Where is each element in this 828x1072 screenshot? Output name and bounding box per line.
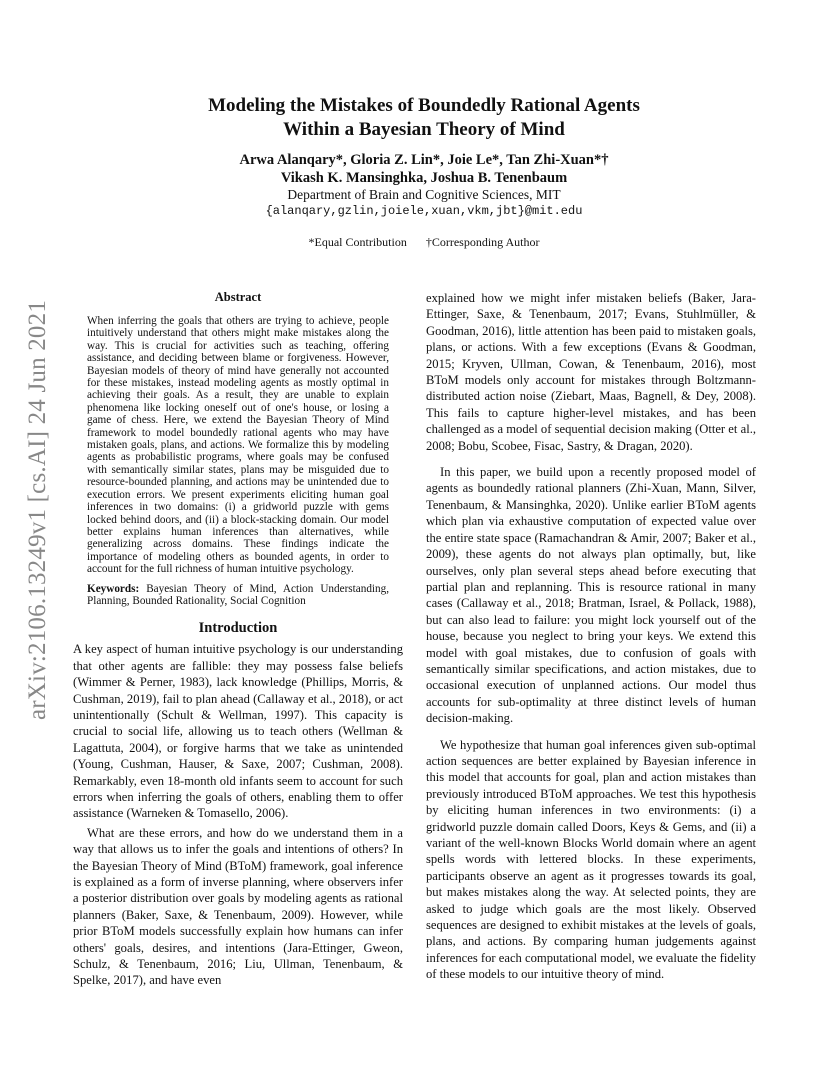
paper-title xyxy=(110,94,738,142)
intro-paragraph-3: explained how we might infer mistaken beliefs (Baker, Jara-Ettinger, Saxe, & Tenenbaum, 2017; Evans, Stuhlmüller, & Goodman, 2016), little attention has been paid to mistaken goals, plans, or actions. With a few exceptions (Evans & Goodman, 2015; Kryven, Ullman, Cowan, & Tenenbaum, 2016), most BToM models only account for mistakes through Boltzmann-distributed action noise (Ziebart, Maas, Bagnell, & Dey, 2008). This fails to capture higher-level mistakes, and has been challenged as a model of sequential decision making (Otter et al., 2008; Bobu, Scobee, Fisac, Sastry, & Dragan, 2020). xyxy=(426,291,756,453)
author-list xyxy=(110,151,738,187)
equal-contribution-note: *Equal Contribution xyxy=(308,235,407,249)
title-line-1: Modeling the Mistakes of Boundedly Rational Agents xyxy=(208,95,640,116)
author-emails: {alanqary,gzlin,joiele,xuan,vkm,jbt}@mit.edu xyxy=(265,204,583,218)
author-notes xyxy=(110,234,738,250)
authors-line-2: Vikash K. Mansinghka, Joshua B. Tenenbaum xyxy=(280,170,568,186)
abstract-heading: Abstract xyxy=(214,290,262,304)
arxiv-identifier-text: arXiv:2106.13249v1 [cs.AI] 24 Jun 2021 xyxy=(24,299,51,721)
introduction-heading: Introduction xyxy=(198,620,278,637)
keywords xyxy=(73,583,403,608)
authors-line-1: Arwa Alanqary*, Gloria Z. Lin*, Joie Le*, Tan Zhi-Xuan*† xyxy=(239,152,609,168)
intro-paragraph-2: What are these errors, and how do we understand them in a way that allows us to infer the goals and intentions of others? In the Bayesian Theory of Mind (BToM) framework, goal inference is explained as a form of inverse planning, where observers infer a posterior distribution over goals by modeling agents as rational planners (Baker, Saxe, & Tenenbaum, 2009). However, while prior BToM models successfully explain how humans can infer others' goals, desires, and intentions (Jara-Ettinger, Gweon, Schulz, & Tenenbaum, 2016; Liu, Ullman, Tenenbaum, & Spelke, 2017), and have even xyxy=(73,825,403,988)
affiliation: Department of Brain and Cognitive Sciences, MIT xyxy=(287,187,561,202)
intro-paragraph-4: In this paper, we build upon a recently proposed model of agents as boundedly rational planners (Zhi-Xuan, Mann, Silver, Tenenbaum, & Mansinghka, 2020). Unlike earlier BToM agents which plan via exhaustive computation of expected value over the entire state space (Ramachandran & Amir, 2007; Baker et al., 2009), these agents do not always plan optimally, but, like ourselves, only plan several steps ahead before executing that partial plan and replanning. This is resource rational in many cases (Callaway et al., 2018; Bratman, Israel, & Pollack, 1988), but can also lead to failure: you might lock yourself out of the house, because you neglect to bring your keys. We extend this model with goal mistakes, due to confusion of goals with semantically similar specifications, and action mistakes, due to occasional execution of unplanned actions. Our model thus accounts for sub-optimality at three distinct levels of human decision-making. xyxy=(426,465,756,726)
intro-paragraph-1: A key aspect of human intuitive psychology is our understanding that other agents are fallible: they may possess false beliefs (Wimmer & Perner, 1983), lack knowledge (Phillips, Morris, & Cushman, 2019), fail to plan ahead (Callaway et al., 2018), or act unintentionally (Schult & Wellman, 1997). This capacity is crucial to social life, allowing us to teach others (Wellman & Lagattuta, 2004), or forgive harms that we take as unintended (Young, Cushman, Hauser, & Saxe, 2007; Cushman, 2008). Remarkably, even 18-month old infants seem to account for such errors when inferring the goals of others, enabling them to offer assistance (Warneken & Tomasello, 2006). xyxy=(73,642,403,821)
arxiv-identifier xyxy=(18,300,58,720)
keywords-label: Keywords: xyxy=(87,582,140,595)
abstract-text: When inferring the goals that others are trying to achieve, people intuitively understand that others might make mistakes along the way. This is crucial for activities such as teaching, offering assistance, and deciding between blame or forgiveness. However, Bayesian models of theory of mind have generally not accounted for these mistakes, instead modeling agents as mostly optimal in achieving their goals. As a result, they are unable to explain phenomena like locking oneself out of one's house, or losing a game of chess. Here, we extend the Bayesian Theory of Mind framework to model boundedly rational agents who may have mistaken goals, plans, and actions. We formalize this by modeling agents as probabilistic programs, where goals may be confused with semantically similar states, plans may be misguided due to resource-bounded planning, and actions may be unintended due to execution errors. We present experiments eliciting human goal inferences in two domains: (i) a gridworld puzzle with gems locked behind doors, and (ii) a block-stacking domain. Our model better explains human inferences than alternatives, while generalizing across domains. These findings indicate the importance of modeling others as bounded agents, in order to account for the full richness of human intuitive psychology. xyxy=(87,315,389,576)
right-column xyxy=(426,290,756,983)
corresponding-author-note: †Corresponding Author xyxy=(425,235,540,249)
title-line-2: Within a Bayesian Theory of Mind xyxy=(283,119,565,140)
left-column xyxy=(73,290,403,989)
keywords-text: Bayesian Theory of Mind, Action Understanding, Planning, Bounded Rationality, Social Cognition xyxy=(87,582,390,607)
intro-paragraph-5: We hypothesize that human goal inferences given sub-optimal action sequences are better explained by Bayesian inference in this model that accounts for goal, plan and action mistakes than previously introduced BToM approaches. We test this hypothesis by eliciting human inferences in two environments: (i) a gridworld puzzle domain called Doors, Keys & Gems, and (ii) a variant of the well-known Blocks World domain where an agent spells words with lettered blocks. In these experiments, participants observe an agent as it progresses towards its goal, but makes mistakes along the way. At selected points, they are asked to judge which goals are the most likely. Observed sequences are designed to exhibit mistakes at the levels of goals, plans, and actions. By comparing human judgements against inferences for each computational model, we evaluate the fidelity of these models to our intuitive theory of mind. xyxy=(426,737,756,982)
